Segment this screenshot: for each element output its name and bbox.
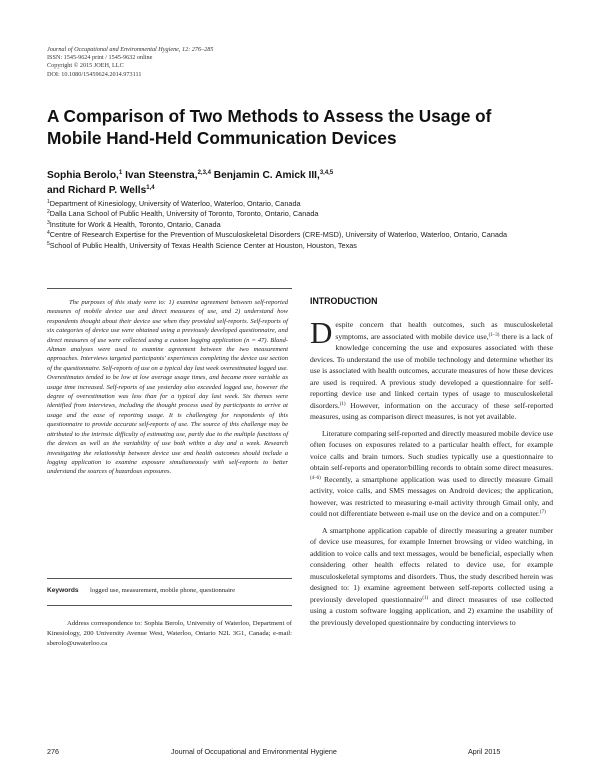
author-name: Ivan Steenstra, <box>125 170 198 181</box>
correspondence-address: Address correspondence to: Sophia Berolo, University of Waterloo, Department of Kinesiology, 200 University Avenue West, Waterloo, Ontario N2L 3G1, Canada; e-mail: sberolo@uwaterloo.ca <box>47 620 292 648</box>
paragraph-text: A smartphone application capable of directly measuring a greater number of device use measures, for example Internet browsing or video watching, in addition to voice calls and text messages, would be beneficial, especially when considering other health effects related to device use, for example musculoskeletal symptoms and disorders. Thus, the study described herein was designed to: 1) examine agreement between self-reports collected using a previously developed questionnaire <box>310 525 553 604</box>
affiliation <box>47 241 552 251</box>
affiliation <box>47 199 552 209</box>
paper-title: A Comparison of Two Methods to Assess the Usage of Mobile Hand-Held Communication Devices <box>47 106 492 148</box>
affiliation-text: School of Public Health, University of Texas Health Science Center at Houston, Houston, Texas <box>49 240 357 250</box>
citation-ref: (4–6) <box>310 475 321 481</box>
abstract-top-rule <box>47 288 292 289</box>
affiliation-number: 4 <box>47 230 50 237</box>
citation-ref: (1) <box>422 595 429 601</box>
drop-cap: D <box>310 315 333 350</box>
section-heading-introduction: INTRODUCTION <box>310 296 378 306</box>
journal-meta <box>47 46 377 79</box>
journal-issn: ISSN: 1545-9624 print / 1545-9632 online <box>47 54 153 62</box>
author-conjunction: and <box>47 185 66 196</box>
page-footer <box>0 747 600 759</box>
paragraph-text: Recently, a smartphone application was used to directly measure Gmail activity, voice calls, and SMS messages on Android devices; the application, however, was restricted to measuring e-mail activity through Gmail only, and could not differentiate between e-mail use on the device and on a computer. <box>310 474 553 518</box>
author-name: Richard P. Wells <box>67 185 147 196</box>
author-affil-sup: 3,4,5 <box>319 170 334 176</box>
keywords-top-rule <box>47 578 292 579</box>
citation-ref: (1–3) <box>488 332 500 338</box>
citation-ref: (1) <box>339 401 346 407</box>
paragraph <box>310 428 553 520</box>
paragraph <box>310 315 553 423</box>
author-list <box>47 168 547 198</box>
author-name: Sophia Berolo, <box>47 170 119 181</box>
author-affil-sup: 1 <box>118 170 123 176</box>
affiliation <box>47 230 552 240</box>
affiliation <box>47 209 552 219</box>
affiliation-text: Dalla Lana School of Public Health, University of Toronto, Toronto, Ontario, Canada <box>49 209 319 219</box>
introduction-body <box>310 315 553 628</box>
footer-journal: Journal of Occupational and Environmental Hygiene <box>171 747 337 756</box>
affiliation-text: Institute for Work & Health, Toronto, Ontario, Canada <box>49 219 221 229</box>
affiliation-text: Centre of Research Expertise for the Prevention of Musculoskeletal Disorders (CRE-MSD), University of Waterloo, Waterloo, Ontario, Canada <box>49 230 508 240</box>
affiliation-number: 3 <box>47 219 50 226</box>
author-name: Benjamin C. Amick III, <box>213 170 320 181</box>
page-number: 276 <box>47 747 59 756</box>
journal-citation: Journal of Occupational and Environmental Hygiene, 12: 276–285 <box>47 46 214 53</box>
paragraph-text: Literature comparing self-reported and directly measured mobile device use often focuses on exposures related to a particular health effect, for example voice calls and brain tumors. Such studies typically use a questionnaire to obtain self-reports and operator/billing records to obtain some direct measures. <box>310 428 553 472</box>
affiliation-number: 1 <box>47 199 50 205</box>
affiliation-number: 5 <box>47 240 50 247</box>
paragraph <box>310 525 553 629</box>
keywords-label: Keywords <box>47 587 79 594</box>
author-affil-sup: 1,4 <box>146 185 155 191</box>
keywords <box>47 586 292 595</box>
paragraph-text: espite concern that health outcomes, such as musculoskeletal symptoms, are associated with mobile device use, <box>335 320 553 341</box>
journal-doi: DOI: 10.1080/15459624.2014.973111 <box>47 70 142 78</box>
paragraph-text: However, information on the accuracy of these self-reported measures, using as comparison direct measures, is not yet available. <box>310 400 553 421</box>
affiliation-list <box>47 199 552 251</box>
affiliation-number: 2 <box>47 209 50 216</box>
affiliation <box>47 220 552 230</box>
keywords-bottom-rule <box>47 605 292 606</box>
abstract: The purposes of this study were to: 1) examine agreement between self-reported measures of mobile device use and direct measures of use, and 2) understand how respondents thought about their device use when they provided self-reports. Self-reports of six categories of device use were obtained using a previously developed questionnaire, and direct measures of use were collected using a custom logging application (n = 47). Bland-Altman analyses were used to examine agreement between the two measurement approaches. Interviews targeted participants' experiences completing the device use section of the questionnaire. Self-reports of use on a typical day last week overestimated logged use. Overestimates tended to be low at low average usage times, and became more variable as usage time increased. Self-reports of use yesterday also exceeded logged use, however the degree of overestimation was less than for a typical day last week. Six themes were identified from interviews, including the thought process used by participants to arrive at usage and the ease of reporting usage. It is challenging for respondents of this questionnaire to provide accurate self-reports of use. The source of this challenge may be attributed to the intrinsic difficulty of estimating use, partly due to the multiple functions of the devices as well as the variability of use both within a day and a week. Research investigating the relationship between device use and health outcomes should include a logging application to examine exposure simultaneously with self-reports to better understand the sources of hazardous exposures. <box>47 299 288 476</box>
journal-copyright: Copyright © 2015 JOEH, LLC <box>47 62 124 70</box>
footer-date: April 2015 <box>468 747 501 756</box>
paragraph-text: there is a lack of knowledge concerning the use and exposures associated with these devices. To understand the use of mobile technology and determine whether its use is associated with health outcomes, accurate measures of how these devices are used is required. A previous study developed a questionnaire for self-reporting device use and linked certain types of usage to musculoskeletal disorders. <box>310 331 553 410</box>
keywords-text: logged use, measurement, mobile phone, questionnaire <box>90 587 236 594</box>
affiliation-text: Department of Kinesiology, University of Waterloo, Waterloo, Ontario, Canada <box>49 199 301 208</box>
author-affil-sup: 2,3,4 <box>197 170 211 176</box>
citation-ref: (7) <box>539 510 546 515</box>
paragraph-text: and direct measures of use collected using a custom software logging application, and 2) examine the usability of the previously developed questionnaire by conducting interviews to <box>310 594 553 627</box>
